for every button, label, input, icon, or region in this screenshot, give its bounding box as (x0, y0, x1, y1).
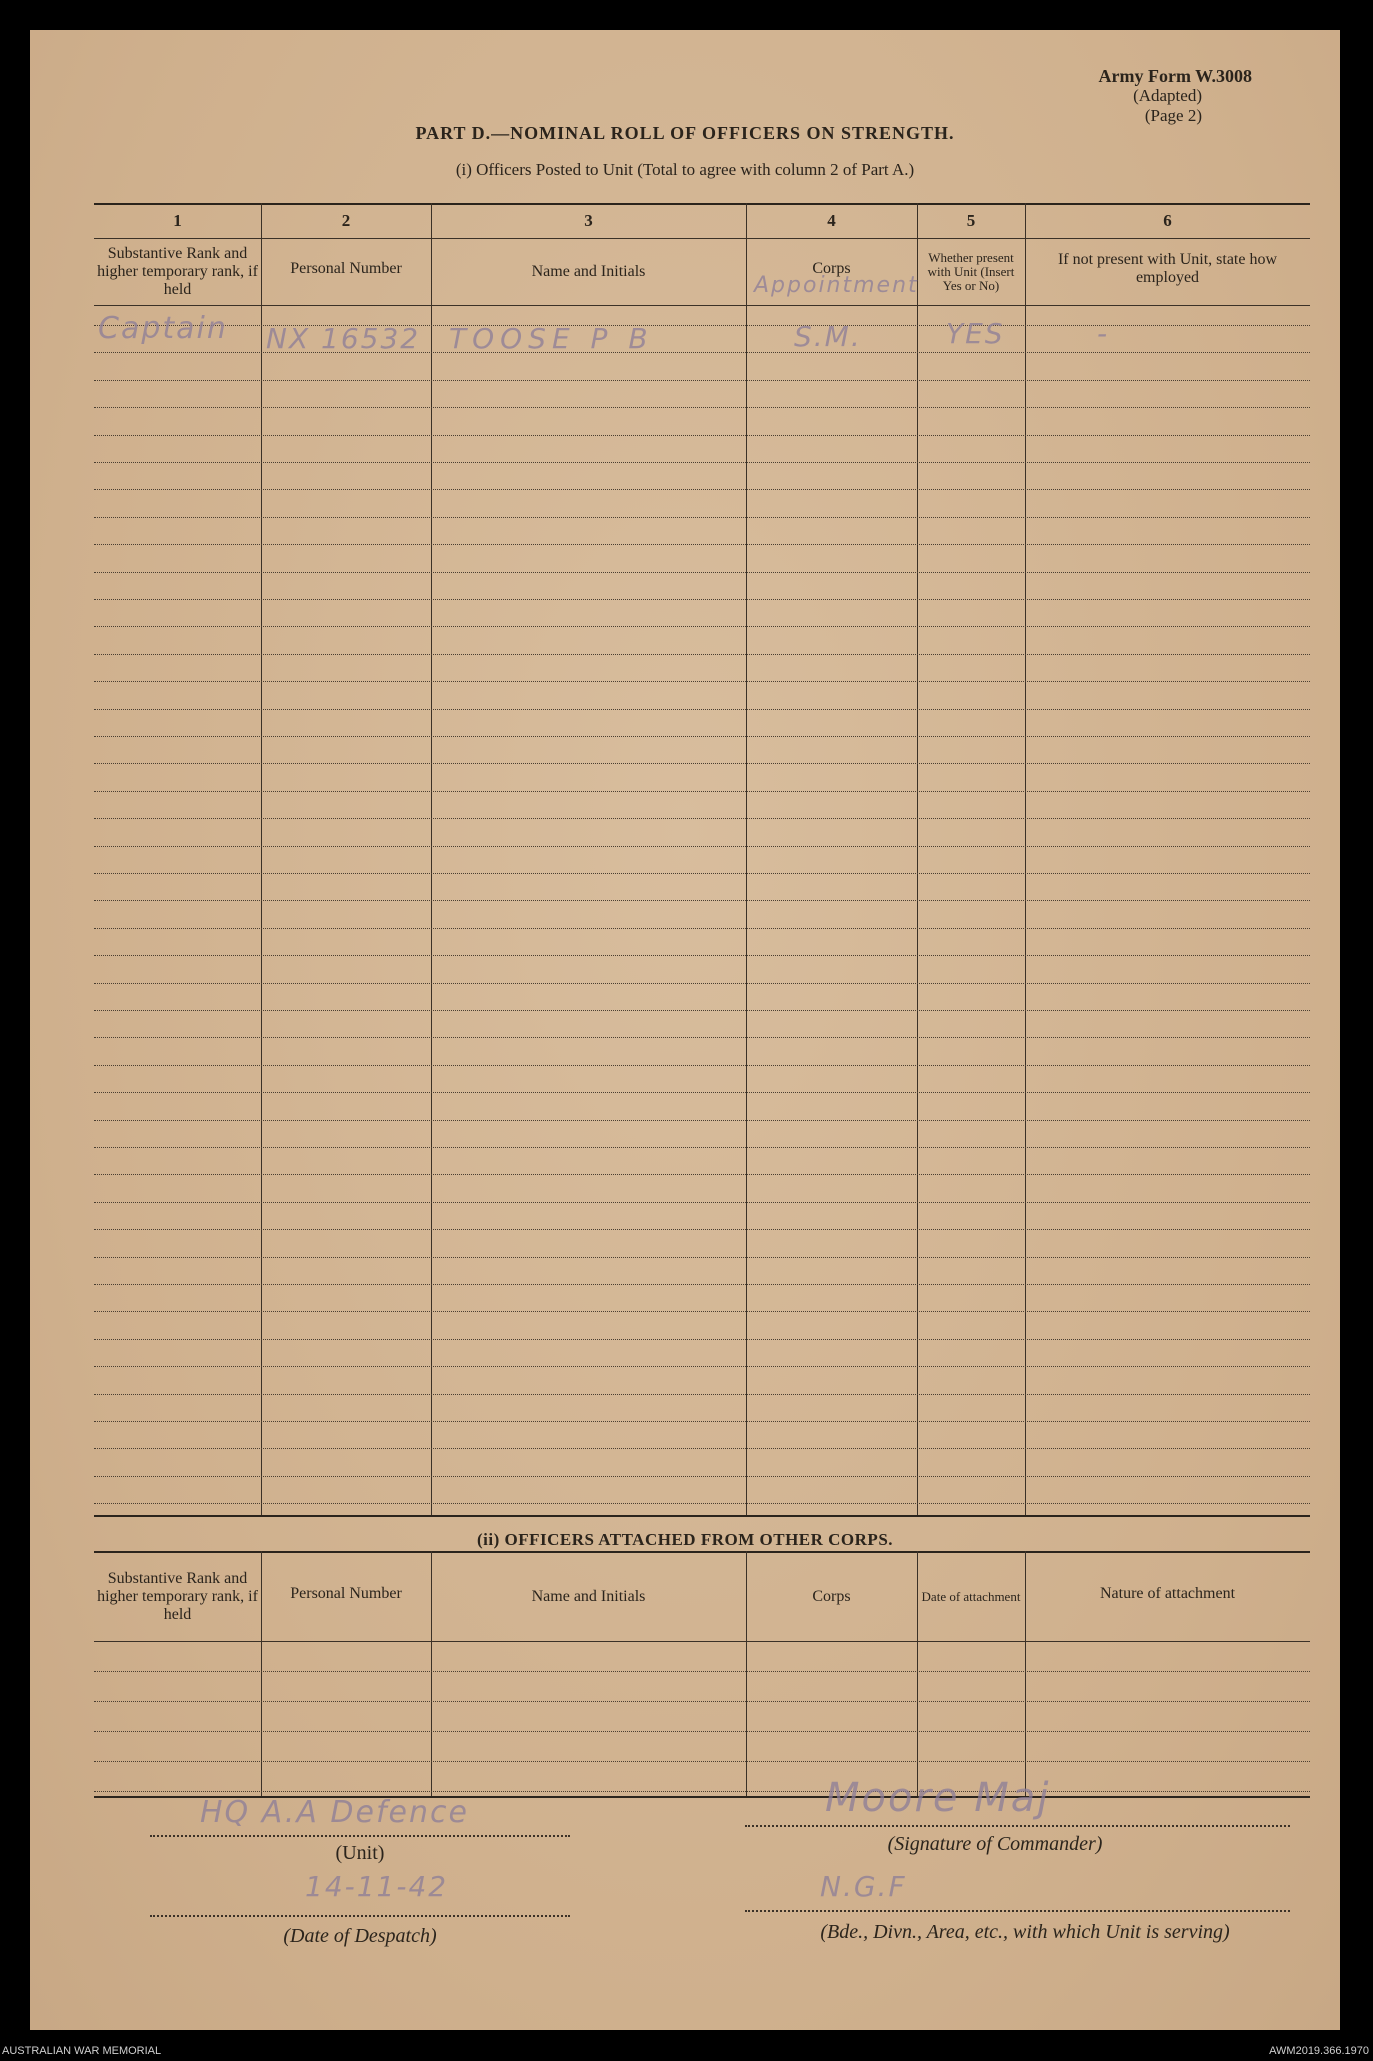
ruled-row-line (94, 1202, 1310, 1203)
col-header-employment: If not present with Unit, state how employed (1057, 251, 1278, 286)
ruled-row-line (94, 1366, 1310, 1367)
column-divider (746, 203, 747, 1515)
signature-line (745, 1825, 1290, 1827)
ruled-row-line (94, 1761, 1310, 1762)
ruled-row-line (94, 1174, 1310, 1175)
ruled-row-line (94, 407, 1310, 408)
column-divider (261, 203, 262, 1515)
ruled-row-line (94, 873, 1310, 874)
entry-corps-annotation: Appointment (754, 273, 919, 298)
ruled-row-line (94, 1394, 1310, 1395)
date-label: (Date of Despatch) (283, 1925, 437, 1947)
ruled-row-line (94, 462, 1310, 463)
ruled-row-line (94, 517, 1310, 518)
ruled-row-line (94, 1311, 1310, 1312)
ruled-row-line (94, 599, 1310, 600)
commander-signature: Moore Maj (825, 1775, 1051, 1821)
section-title-attached: (ii) OFFICERS ATTACHED FROM OTHER CORPS. (476, 1530, 894, 1549)
ruled-row-line (94, 1448, 1310, 1449)
col-number-2: 2 (341, 211, 351, 230)
form-page (30, 30, 1340, 2030)
ruled-row-line (94, 1791, 1310, 1792)
ruled-row-line (94, 1421, 1310, 1422)
col-header-name: Name and Initials (531, 263, 646, 280)
ruled-row-line (94, 681, 1310, 682)
column-divider (431, 203, 432, 1515)
page-subtitle: (i) Officers Posted to Unit (Total to agree with column 2 of Part A.) (455, 160, 915, 179)
ruled-row-line (94, 1257, 1310, 1258)
attached-col-rank: Substantive Rank and higher temporary rank, if held (97, 1570, 258, 1623)
page-title: PART D.—NOMINAL ROLL OF OFFICERS ON STRENGTH. (415, 123, 955, 143)
ruled-row-line (94, 818, 1310, 819)
bde-line (745, 1910, 1290, 1912)
form-adapted: (Adapted) (1133, 86, 1202, 105)
attached-col-personal-number: Personal Number (290, 1585, 402, 1602)
ruled-row-line (94, 1037, 1310, 1038)
entry-present: YES (946, 317, 1005, 350)
col-header-corps: Corps (812, 260, 851, 277)
ruled-row-line (94, 1284, 1310, 1285)
ruled-row-line (94, 654, 1310, 655)
attached-col-name: Name and Initials (531, 1588, 646, 1605)
ruled-row-line (94, 626, 1310, 627)
ruled-row-line (94, 983, 1310, 984)
officers-attached-table (94, 1551, 1310, 1799)
ruled-row-line (94, 955, 1310, 956)
ruled-row-line (94, 900, 1310, 901)
ruled-row-line (94, 380, 1310, 381)
ruled-row-line (94, 572, 1310, 573)
ruled-row-line (94, 1476, 1310, 1477)
entry-name: TOOSE P B (449, 322, 654, 355)
ruled-row-line (94, 1229, 1310, 1230)
col-header-personal-number: Personal Number (290, 260, 402, 277)
col-header-rank: Substantive Rank and higher temporary rank, if held (97, 245, 258, 298)
attached-col-date: Date of attachment (921, 1589, 1021, 1604)
ruled-row-line (94, 1503, 1310, 1504)
caption-left: AUSTRALIAN WAR MEMORIAL (2, 2045, 162, 2057)
caption-right: AWM2019.366.1970 (1269, 2045, 1369, 2057)
col-header-present: Whether present with Unit (Insert Yes or No) (927, 250, 1015, 293)
ruled-row-line (94, 791, 1310, 792)
ruled-row-line (94, 709, 1310, 710)
ruled-row-line (94, 763, 1310, 764)
column-divider (1025, 1551, 1026, 1796)
date-line (150, 1915, 570, 1917)
date-value: 14-11-42 (305, 1870, 449, 1903)
bde-value: N.G.F (820, 1870, 907, 1903)
ruled-row-line (94, 846, 1310, 847)
entry-rank: Captain (98, 311, 228, 346)
form-page-number: (Page 2) (1144, 106, 1202, 125)
ruled-row-line (94, 1010, 1310, 1011)
ruled-row-line (94, 435, 1310, 436)
ruled-row-line (94, 1120, 1310, 1121)
col-number-1: 1 (173, 211, 182, 230)
ruled-row-line (94, 736, 1310, 737)
col-number-5: 5 (966, 211, 976, 230)
column-divider (261, 1551, 262, 1796)
entry-personal-number: NX 16532 (266, 322, 421, 355)
column-divider (917, 203, 918, 1515)
col-number-4: 4 (827, 211, 836, 230)
form-id: Army Form W.3008 (1098, 66, 1252, 86)
ruled-row-line (94, 928, 1310, 929)
col-number-3: 3 (584, 211, 593, 230)
column-divider (1025, 203, 1026, 1515)
ruled-row-line (94, 1671, 1310, 1672)
entry-employed: - (1097, 317, 1110, 350)
form-number (1099, 66, 1252, 126)
ruled-row-line (94, 489, 1310, 490)
ruled-row-line (94, 1731, 1310, 1732)
signature-label: (Signature of Commander) (887, 1833, 1103, 1855)
col-number-6: 6 (1163, 211, 1172, 230)
entry-corps: S.M. (794, 320, 862, 353)
attached-col-corps: Corps (812, 1588, 851, 1605)
column-divider (917, 1551, 918, 1796)
attached-col-nature: Nature of attachment (1099, 1585, 1236, 1602)
ruled-row-line (94, 1147, 1310, 1148)
ruled-row-line (94, 1339, 1310, 1340)
ruled-row-line (94, 544, 1310, 545)
bde-label: (Bde., Divn., Area, etc., with which Unit is serving) (820, 1921, 1230, 1943)
unit-label: (Unit) (335, 1842, 385, 1864)
ruled-row-line (94, 1092, 1310, 1093)
unit-line (150, 1835, 570, 1837)
officers-posted-table (94, 203, 1310, 1518)
unit-value: HQ A.A Defence (200, 1795, 469, 1830)
ruled-row-line (94, 1065, 1310, 1066)
ruled-row-line (94, 1701, 1310, 1702)
